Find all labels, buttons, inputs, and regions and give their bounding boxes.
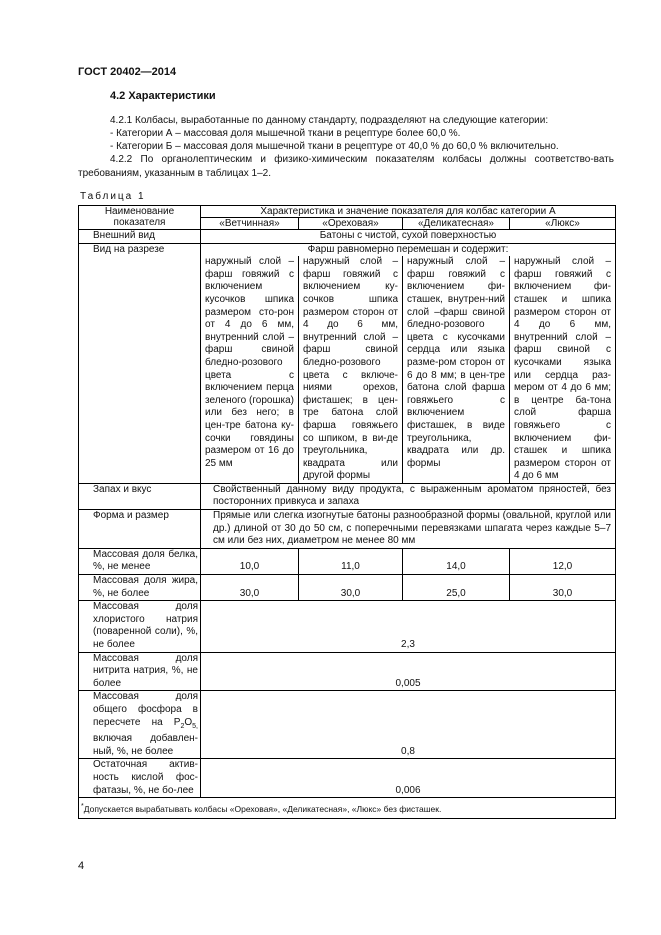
- value-orehovaya: 11,0: [299, 548, 403, 574]
- value-delikatesnaya: 25,0: [403, 575, 510, 601]
- row-footnote: [79, 798, 616, 819]
- paragraph-4-2-1: 4.2.1 Колбасы, выработанные по данному стандарту, подразделяют на следующие категории:: [110, 115, 549, 126]
- paragraph-4-2-2: 4.2.2 По органолептическим и физико-химическим показателям колбасы должны соответство-вать требованиям, указанным в таблицах 1–2.: [78, 154, 614, 179]
- row-name: Вид на разрезе: [79, 243, 201, 483]
- row-name: Массовая доля белка, %, не менее: [79, 548, 201, 574]
- phosphorus-name-b: включая добавлен-ный, %, не более: [93, 733, 198, 757]
- standard-number: ГОСТ 20402—2014: [78, 66, 177, 78]
- row-phosphatase: [79, 759, 616, 798]
- cut-lyuks: наружный слой – фарш говяжий с включением фи-сташек и шпика размером сторон от 4 до 6 мм, внутренний слой – фарш свиной с кусочками языка или сердца раз-мером от 4 до 6 мм; в центре ба-тона слой фарша говяжьего с включением фи-сташек и шпика размером сторон от 4 до 6 мм: [510, 256, 616, 483]
- row-name: Форма и размер: [79, 510, 201, 549]
- header-group: Характеристика и значение показателя для колбас категории А: [201, 206, 616, 218]
- row-appearance: [79, 230, 616, 244]
- cut-orehovaya: наружный слой – фарш говяжий с включением ку-сочков шпика размером сторон от 4 до 6 мм, внутренний слой – фарш свиной бледно-розового цвета с включе-ниями орехов, фисташек; в цен-тре батона слой фарша говяжьего со шпиком, в ви-де треугольника, квадрата или другой формы: [299, 256, 403, 483]
- value-lyuks: 30,0: [510, 575, 616, 601]
- row-protein: [79, 548, 616, 574]
- phosphorus-name-a: Массовая доля общего фосфора в пересчете на P: [93, 691, 198, 728]
- table-footnote: [79, 798, 616, 819]
- header-indicator-name: [79, 206, 201, 230]
- value-vetchinnaya: 30,0: [201, 575, 299, 601]
- value-vetchinnaya: 10,0: [201, 548, 299, 574]
- header-lyuks: «Люкс»: [510, 218, 616, 230]
- row-value: 2,3: [201, 601, 616, 652]
- row-fat: [79, 575, 616, 601]
- value-delikatesnaya: 14,0: [403, 548, 510, 574]
- section-title: 4.2 Характеристики: [110, 90, 216, 102]
- phosphorus-name-mid: O: [184, 716, 193, 728]
- page-number: 4: [78, 860, 85, 872]
- row-smell-taste: [79, 483, 616, 509]
- paragraph-category-b: - Категории Б – массовая доля мышечной ткани в рецептуре от 40,0 % до 60,0 % включительно.: [110, 141, 559, 152]
- row-name: Массовая доля жира, %, не более: [79, 575, 201, 601]
- row-shape-size: [79, 510, 616, 549]
- row-phosphorus: [79, 691, 616, 759]
- phosphorus-sub-1: 2: [180, 722, 185, 730]
- row-value: Прямые или слегка изогнутые батоны разнообразной формы (овальной, круглой или др.) длиной от 30 до 50 см, с поперечными перевязками шпагата через каждые 5–7 см или без них, диаметром не менее 80 мм: [201, 510, 616, 549]
- header-name-line1: Наименование: [104, 206, 175, 217]
- row-value: 0,8: [201, 691, 616, 759]
- row-name: Остаточная актив-ность кислой фос-фатазы, %, не бо-лее: [79, 759, 201, 798]
- row-name: Внешний вид: [79, 230, 201, 244]
- table-caption: Таблица 1: [80, 191, 146, 202]
- footnote-mark: *: [81, 803, 84, 811]
- row-value: Фарш равномерно перемешан и содержит:: [201, 243, 616, 256]
- cut-delikatesnaya: наружный слой – фарш говяжий с включением фи-сташек, внутрен-ний слой –фарш свиной бледно-розового цвета с кусочками сердца или языка разме-ром сторон от 6 до 8 мм; в цен-тре батона слой фарша говяжьего с включением фисташек, в виде треугольника, квадрата или др. формы: [403, 256, 510, 483]
- row-name: [79, 691, 201, 759]
- row-value: Свойственный данному виду продукта, с выраженным ароматом пряностей, без посторонних привкуса и запаха: [201, 483, 616, 509]
- row-value: 0,005: [201, 652, 616, 691]
- paragraph-category-a: - Категории А – массовая доля мышечной ткани в рецептуре более 60,0 %.: [110, 128, 461, 139]
- row-name: Массовая доля нитрита натрия, %, не более: [79, 652, 201, 691]
- row-name: Массовая доля хлористого натрия (поваренной соли), %, не более: [79, 601, 201, 652]
- cut-vetchinnaya: наружный слой – фарш говяжий с включением кусочков шпика размером сто-рон от 4 до 6 мм, внутренний слой – фарш свиной бледно-розового цвета с включением перца зеленого (горошка) или без него; в цен-тре батона ку-сочки говядины размером от 16 до 25 мм: [201, 256, 299, 483]
- row-value: 0,006: [201, 759, 616, 798]
- row-cut-view: [79, 243, 616, 256]
- row-name: Запах и вкус: [79, 483, 201, 509]
- value-lyuks: 12,0: [510, 548, 616, 574]
- row-nitrite: [79, 652, 616, 691]
- row-value: Батоны с чистой, сухой поверхностью: [201, 230, 616, 244]
- phosphorus-sub-2: 5,: [192, 722, 198, 730]
- header-orehovaya: «Ореховая»: [299, 218, 403, 230]
- footnote-text: Допускается вырабатывать колбасы «Ореховая», «Деликатесная», «Люкс» без фисташек.: [83, 803, 442, 814]
- row-salt: [79, 601, 616, 652]
- header-vetchinnaya: «Ветчинная»: [201, 218, 299, 230]
- header-delikatesnaya: «Деликатесная»: [403, 218, 510, 230]
- table-header-row: [79, 206, 616, 218]
- characteristics-table: [78, 205, 616, 819]
- value-orehovaya: 30,0: [299, 575, 403, 601]
- header-name-line2: показателя: [113, 217, 166, 228]
